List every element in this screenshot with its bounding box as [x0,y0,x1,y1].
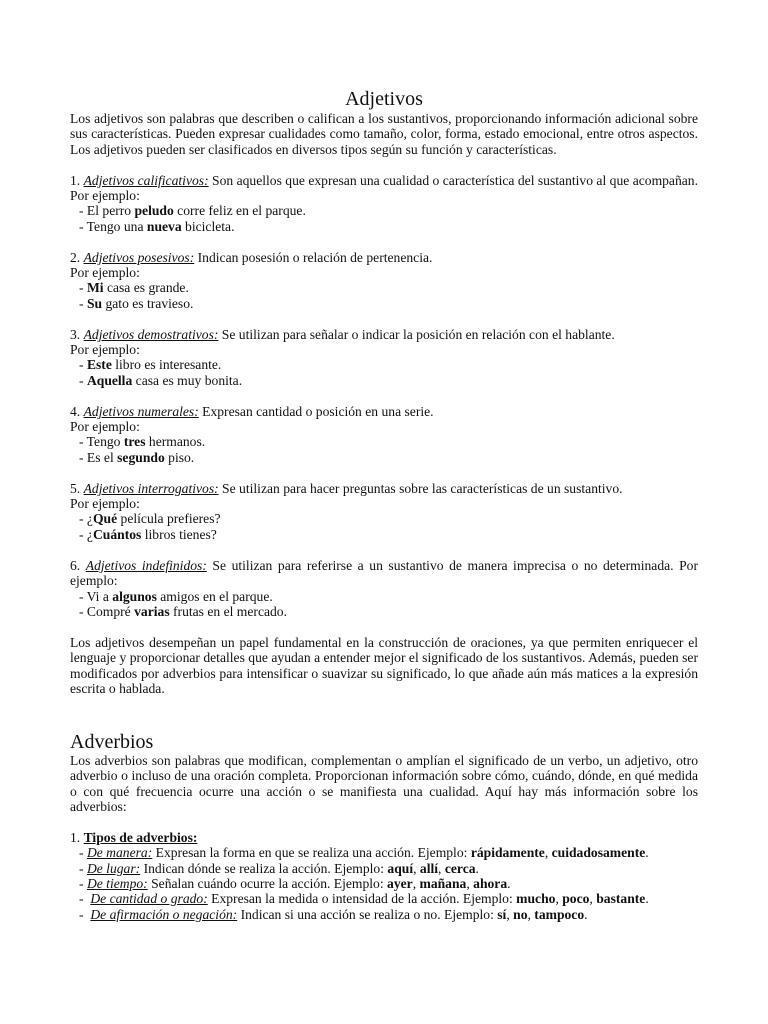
document-body [70,88,698,922]
spacer [70,696,698,711]
spacer [70,814,698,829]
adjetivos-section-interrogativos [70,481,698,543]
example-lead: Por ejemplo: [70,496,140,512]
adverbios-types-list [70,830,698,922]
example-line: - ¿Cuántos libros tienes? [79,526,217,542]
spacer [70,712,698,731]
adjetivos-section-numerales [70,404,698,466]
example-line: - ¿Qué película prefieres? [79,511,221,527]
section-description: Se utilizan para señalar o indicar la posición en relación con el hablante. [218,326,615,342]
adjetivos-section-calificativos [70,173,698,235]
adverb-type-tiempo: - De tiempo: Señalan cuándo ocurre la acción. Ejemplo: ayer, mañana, ahora. [79,875,511,891]
example-line: - Este libro es interesante. [79,357,222,373]
section-term: Adjetivos calificativos: [83,172,209,188]
example-line: - Tengo tres hermanos. [79,434,206,450]
example-line: - Aquella casa es muy bonita. [79,372,243,388]
adverb-type-manera: - De manera: Expresan la forma en que se realiza una acción. Ejemplo: rápidamente, cuidadosamente. [79,845,649,861]
spacer [70,619,698,634]
adverb-type-cantidad: - De cantidad o grado: Expresan la medida o intensidad de la acción. Ejemplo: mucho, poco, bastante. [79,891,649,907]
section-number: 2. [70,249,81,265]
example-lead: Por ejemplo: [70,419,140,435]
spacer [70,542,698,557]
adverb-type-afirmacion: - De afirmación o negación: Indican si una acción se realiza o no. Ejemplo: sí, no, tampoco. [79,906,588,922]
adjetivos-title: Adjetivos [345,88,423,110]
adverb-type-lugar: - De lugar: Indican dónde se realiza la acción. Ejemplo: aquí, allí, cerca. [79,860,479,876]
section-heading [70,250,698,265]
section-heading [70,558,698,589]
section-term: Adjetivos interrogativos: [83,480,219,496]
example-line: - Es el segundo piso. [79,449,195,465]
section-term: Adjetivos posesivos: [83,249,195,265]
spacer [70,388,698,403]
example-line: - Tengo una nueva bicicleta. [79,218,235,234]
section-number: 3. [70,326,81,342]
adjetivos-closing: Los adjetivos desempeñan un papel fundamental en la construcción de oraciones, ya que permiten enriquecer el lenguaje y proporcionar detalles que ayudan a entender mejor el significado de los sustantivos. Además, pueden ser modificados por adverbios para intensificar o suavizar su significado, lo que añade aún más matices a la expresión escrita o hablada. [70,634,698,696]
section-description: Expresan cantidad o posición en una serie. [198,403,434,419]
example-lead: Por ejemplo: [70,265,140,281]
adverbios-title: Adverbios [70,730,154,753]
types-heading-label: Tipos de adverbios: [83,829,198,845]
section-term: Adjetivos indefinidos: [85,557,207,573]
section-number: 1. [70,172,81,188]
adjetivos-section-posesivos [70,250,698,312]
section-heading [70,173,698,204]
section-number: 6. [70,557,81,573]
example-lead: Por ejemplo: [70,342,140,358]
spacer [70,157,698,172]
adjetivos-section-demostrativos [70,327,698,389]
section-number: 5. [70,480,81,496]
example-line: - Su gato es travieso. [79,295,194,311]
example-line: - El perro peludo corre feliz en el parque. [79,203,306,219]
example-line: - Mi casa es grande. [79,280,189,296]
section-heading [70,327,698,342]
spacer [70,311,698,326]
example-line: - Compré varias frutas en el mercado. [79,603,288,619]
section-heading [70,481,698,496]
adjetivos-section-indefinidos [70,558,698,620]
section-description: Se utilizan para hacer preguntas sobre las características de un sustantivo. [218,480,623,496]
section-description: Indican posesión o relación de pertenencia. [194,249,433,265]
spacer [70,465,698,480]
section-term: Adjetivos demostrativos: [83,326,219,342]
section-term: Adjetivos numerales: [83,403,199,419]
spacer [70,234,698,249]
adverbios-intro: Los adverbios son palabras que modifican, complementan o amplían el significado de un verbo, un adjetivo, otro adverbio o incluso de una oración completa. Proporcionan información sobre cómo, cuándo, dónde, en qué medida o con qué frecuencia ocurre una acción o se manifiesta una cualidad. Aquí hay más información sobre los adverbios: [70,752,698,814]
section-description: Son aquellos que expresan una cualidad o característica del sustantivo al que acompañan. Por ejemplo: [70,172,698,204]
section-heading [70,404,698,419]
section-description: Se utilizan para referirse a un sustantivo de manera imprecisa o no determinada. Por ejemplo: [70,557,698,589]
section-number: 4. [70,403,81,419]
types-heading: 1. Tipos de adverbios: [70,829,198,845]
adjetivos-intro: Los adjetivos son palabras que describen o califican a los sustantivos, proporcionando información adicional sobre sus características. Pueden expresar cualidades como tamaño, color, forma, estado emocional, entre otros aspectos. Los adjetivos pueden ser clasificados en diversos tipos según su función y características. [70,111,698,157]
example-line: - Vi a algunos amigos en el parque. [79,588,273,604]
